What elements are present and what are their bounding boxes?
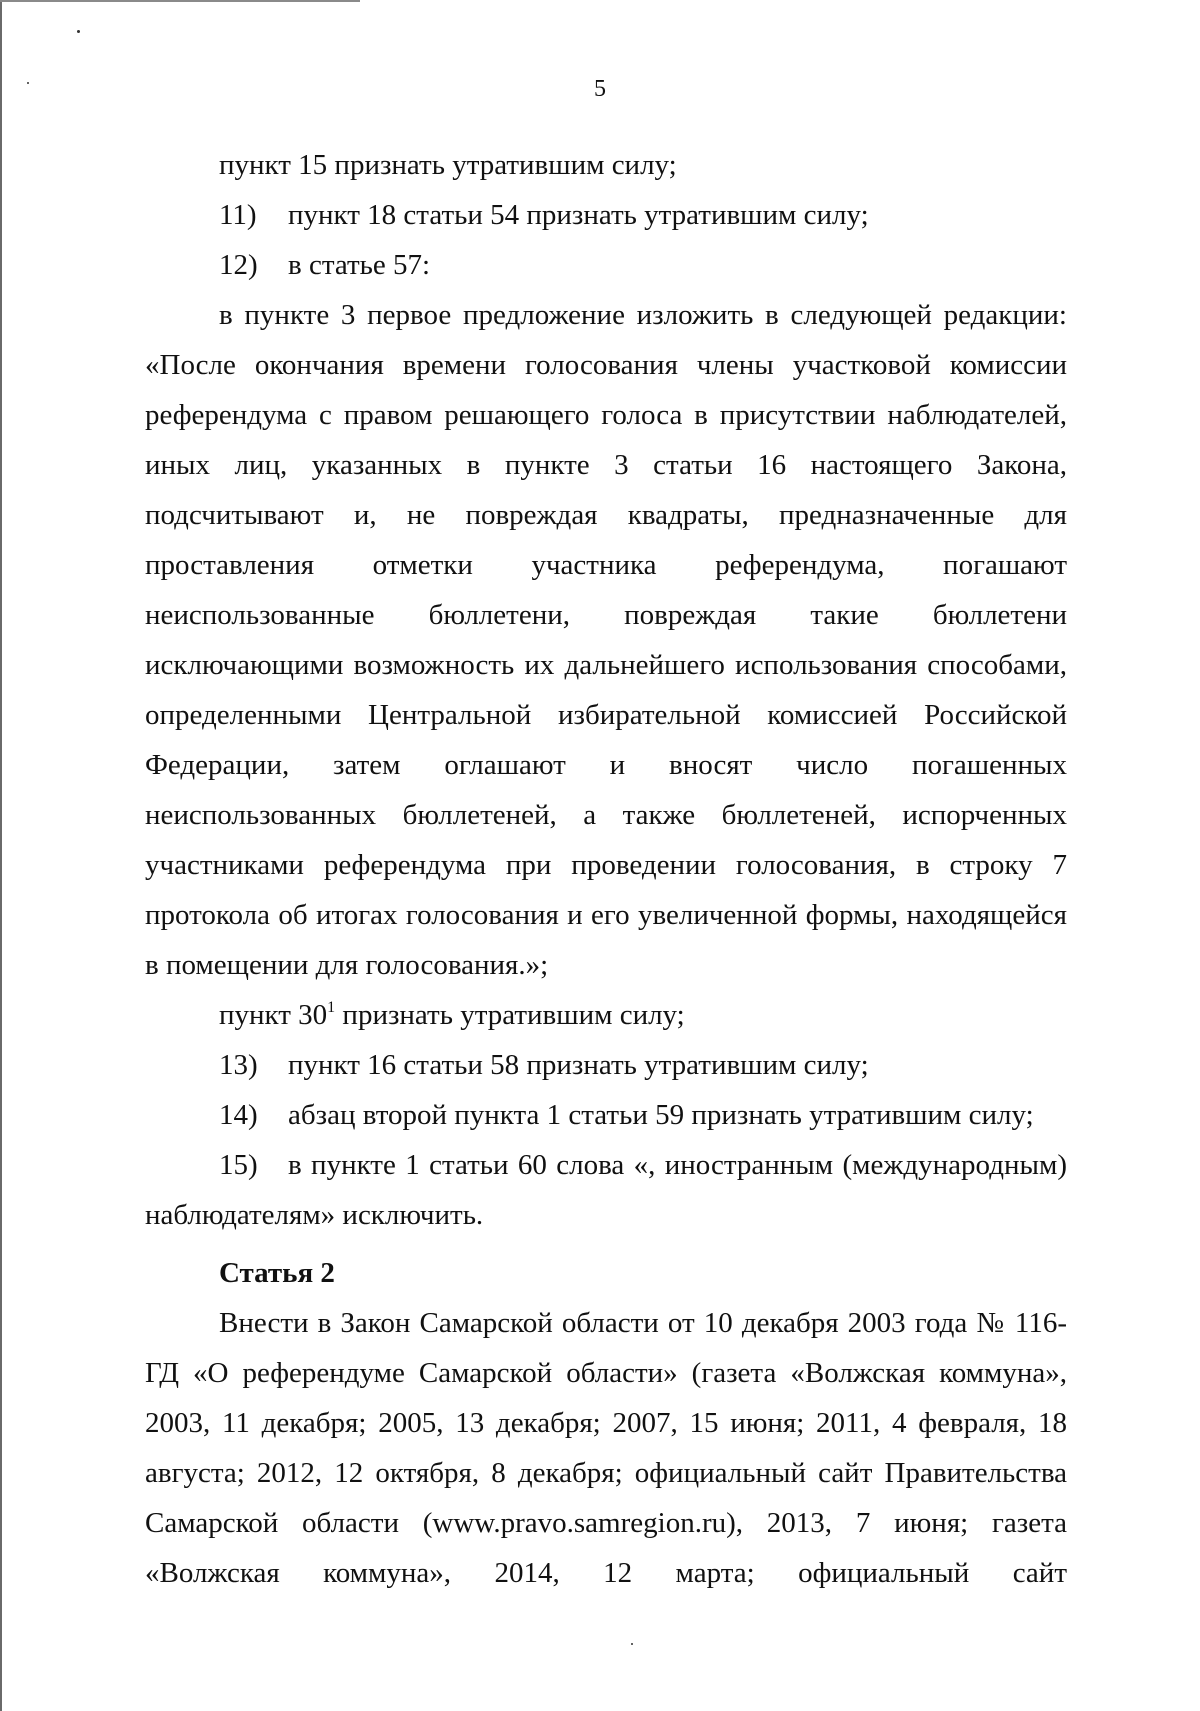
- list-item: [145, 1090, 1067, 1140]
- paragraph-text: пункт 30: [219, 999, 328, 1031]
- paragraph-text: признать утратившим силу;: [335, 999, 685, 1031]
- list-item-number: 15): [219, 1149, 258, 1181]
- scan-edge: [0, 0, 2, 1711]
- list-item: [145, 190, 1067, 240]
- list-item-text: пункт 16 статьи 58 признать утратившим силу;: [288, 1049, 869, 1081]
- list-item-text: в пункте 1 статьи 60 слова «, иностранным (международным): [288, 1149, 1067, 1181]
- list-item-text: абзац второй пункта 1 статьи 59 признать утратившим силу;: [288, 1099, 1034, 1131]
- list-item-number: 13): [219, 1049, 258, 1081]
- document-body: [145, 140, 1067, 1598]
- list-item-number: 14): [219, 1099, 258, 1131]
- list-item-text: в статье 57:: [288, 249, 431, 281]
- list-item-continuation: наблюдателям» исключить.: [145, 1199, 484, 1231]
- paragraph: [145, 990, 1067, 1040]
- paragraph: Внести в Закон Самарской области от 10 декабря 2003 года № 116-ГД «О референдуме Самарской области» (газета «Волжская коммуна», 2003, 11 декабря; 2005, 13 декабря; 2007, 15 июня; 2011, 4 февраля, 18 августа; 2012, 12 октября, 8 декабря; официальный сайт Правительства Самарской области (www.pravo.samregion.ru), 2013, 7 июня; газета «Волжская коммуна», 2014, 12 марта; официальный сайт: [145, 1307, 1067, 1589]
- list-item: [145, 240, 1067, 290]
- article-heading: Статья 2: [219, 1257, 335, 1289]
- superscript: 1: [327, 999, 336, 1016]
- scan-edge: [0, 0, 360, 2]
- paragraph: в пункте 3 первое предложение изложить в следующей редакции: «После окончания времени голосования члены участковой комиссии референдума с правом решающего голоса в присутствии наблюдателей, иных лиц, указанных в пункте 3 статьи 16 настоящего Закона, подсчитывают и, не повреждая квадраты, предназначенные для проставления отметки участника референдума, погашают неиспользованные бюллетени, повреждая такие бюллетени исключающими возможность их дальнейшего использования способами, определенными Центральной избирательной комиссией Российской Федерации, затем оглашают и вносят число погашенных неиспользованных бюллетеней, а также бюллетеней, испорченных участниками референдума при проведении голосования, в строку 7 протокола об итогах голосования и его увеличенной формы, находящейся в помещении для голосования.»;: [145, 299, 1067, 981]
- list-item-text: пункт 18 статьи 54 признать утратившим силу;: [288, 199, 869, 231]
- paragraph: пункт 15 признать утратившим силу;: [219, 149, 677, 181]
- scan-speck: [631, 1643, 633, 1645]
- list-item-number: 12): [219, 249, 258, 281]
- scan-speck: [77, 30, 80, 33]
- list-item-number: 11): [219, 199, 257, 231]
- page-number: 5: [594, 76, 606, 102]
- list-item: [145, 1040, 1067, 1090]
- list-item: [145, 1140, 1067, 1190]
